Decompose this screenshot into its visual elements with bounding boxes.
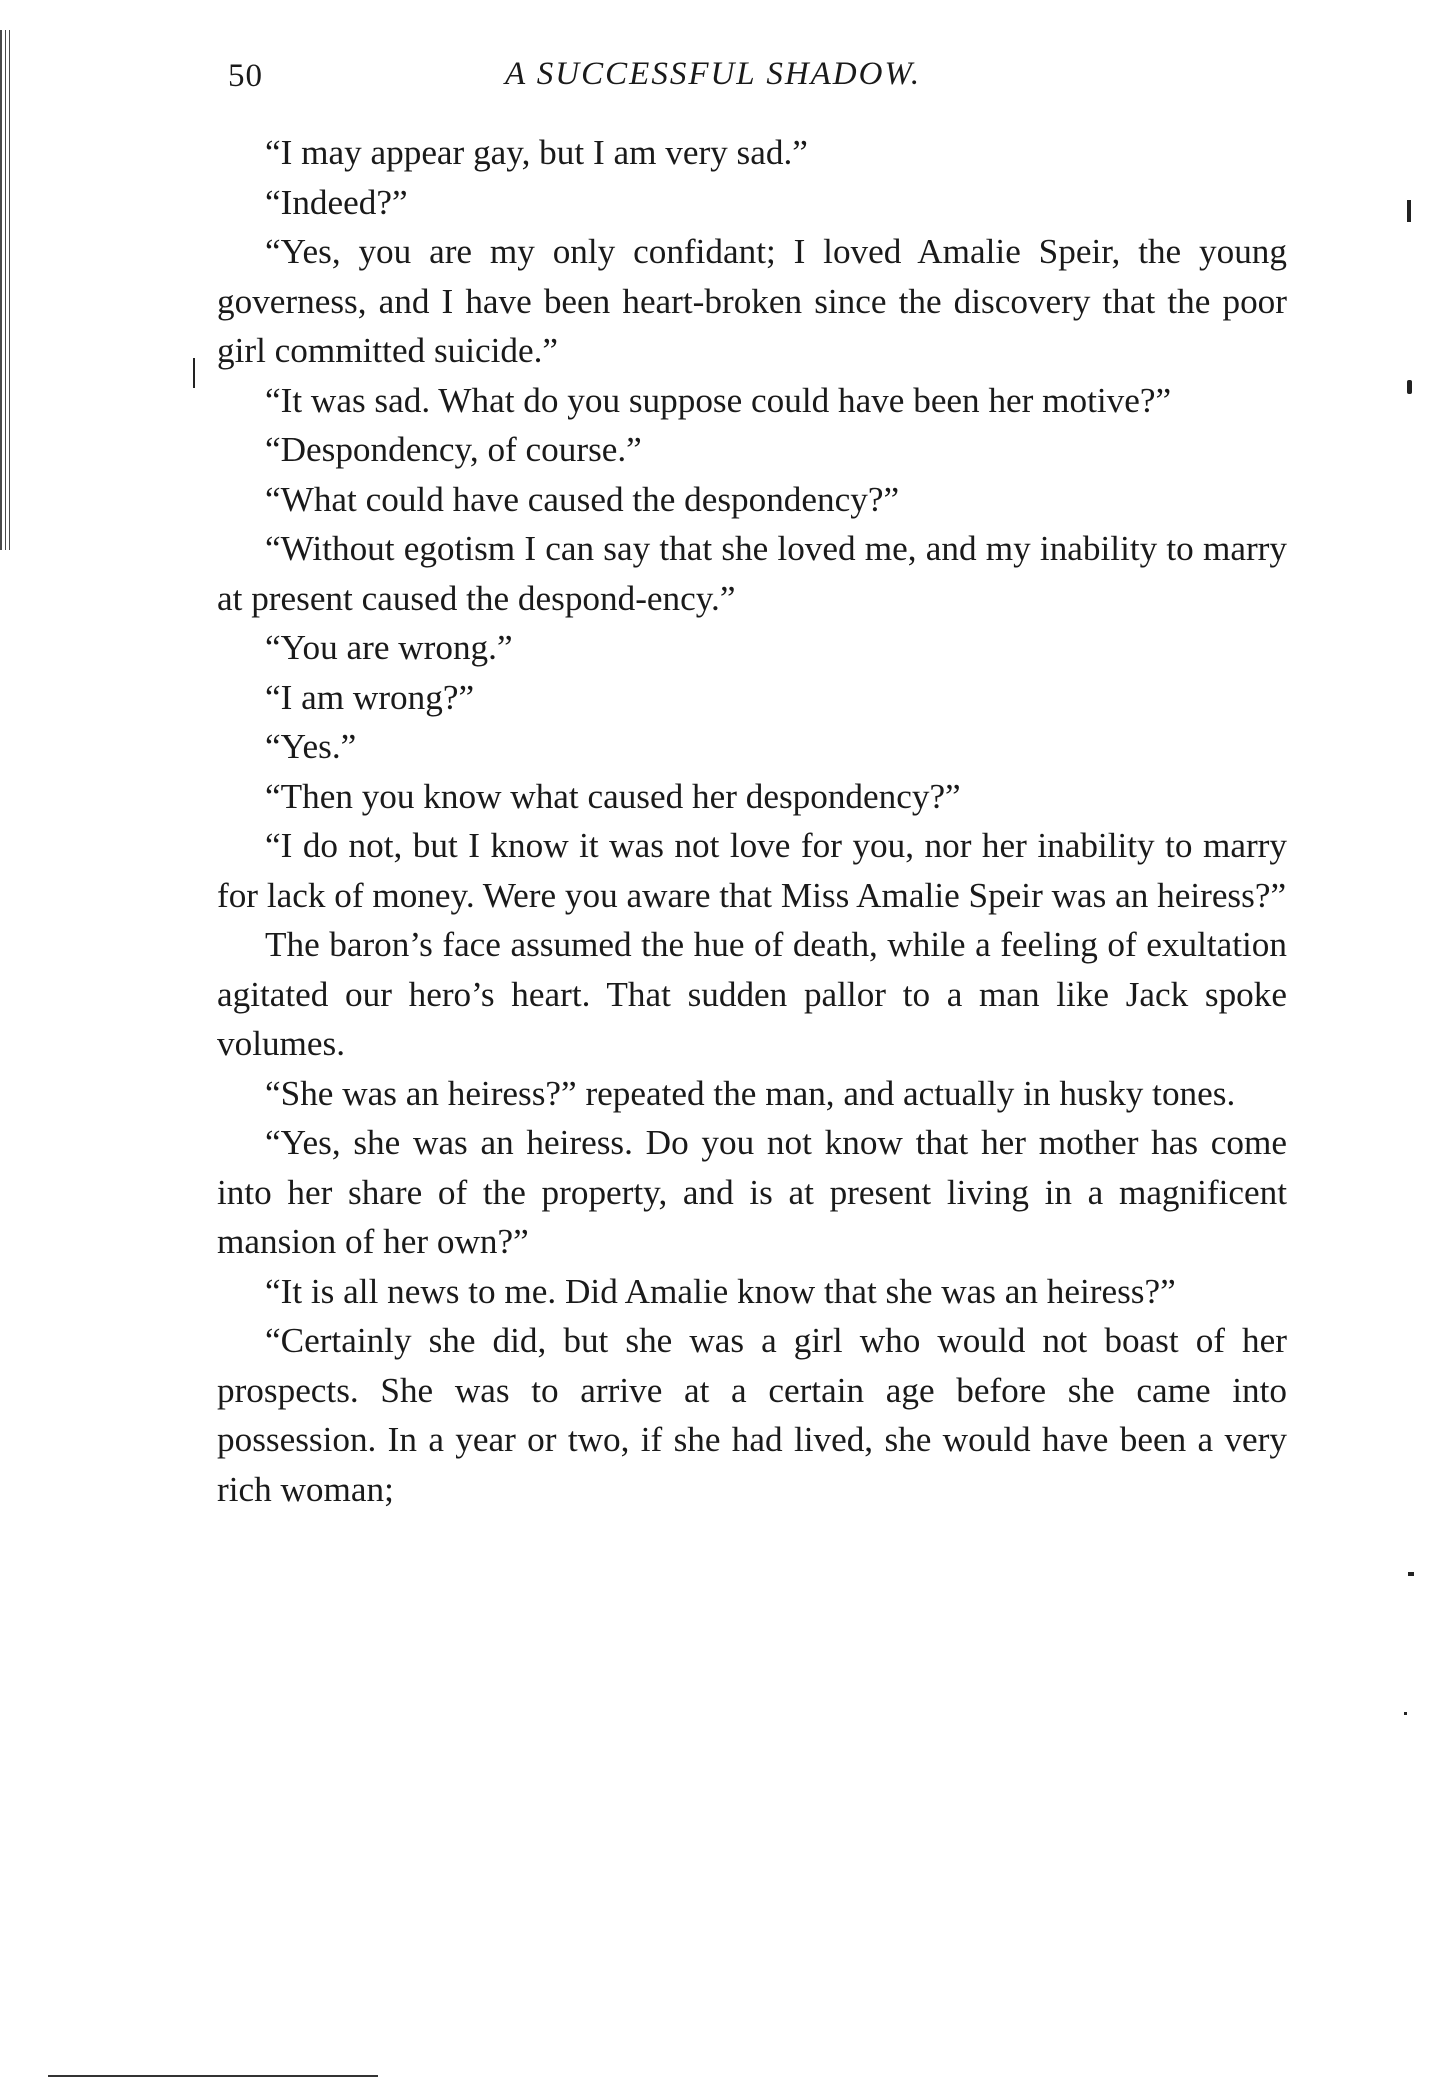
paragraph: “Yes, you are my only confidant; I loved Amalie Speir, the young governess, and I have been heart-broken since the discovery that the poor girl committed suicide.”	[217, 232, 1287, 370]
paragraph: “It is all news to me. Did Amalie know that she was an heiress?”	[265, 1271, 1176, 1311]
margin-mark	[1407, 380, 1412, 394]
margin-mark	[1408, 1572, 1414, 1576]
paragraph: “Indeed?”	[265, 182, 408, 222]
paragraph: “Without egotism I can say that she loved me, and my inability to marry at present caused the despond-ency.”	[217, 529, 1287, 618]
paragraph: “Despondency, of course.”	[265, 430, 642, 469]
paragraph: “It was sad. What do you suppose could have been her motive?”	[265, 380, 1172, 420]
running-title: A SUCCESSFUL SHADOW.	[505, 56, 922, 92]
paragraph: “I may appear gay, but I am very sad.”	[265, 133, 808, 172]
page-header	[220, 48, 1290, 98]
paragraph: “You are wrong.”	[265, 628, 513, 667]
page-number: 50	[228, 58, 263, 94]
margin-mark	[193, 358, 195, 388]
paragraph: “She was an heiress?” repeated the man, and actually in husky tones.	[265, 1073, 1236, 1113]
scan-edge-lines	[0, 30, 12, 550]
paragraph: “Then you know what caused her despondency?”	[265, 776, 961, 816]
paragraph: The baron’s face assumed the hue of death, while a feeling of exultation agitated our hero’s heart. That sudden pallor to a man like Jack spoke volumes.	[217, 925, 1287, 1063]
paragraph: “I do not, but I know it was not love for you, nor her inability to marry for lack of money. Were you aware that Miss Amalie Speir was an heiress?”	[217, 826, 1287, 915]
paragraph: “Yes.”	[265, 727, 357, 766]
paragraph: “Yes, she was an heiress. Do you not know that her mother has come into her share of the property, and is at present living in a magnificent mansion of her own?”	[217, 1123, 1287, 1261]
paragraph: “Certainly she did, but she was a girl who would not boast of her prospects. She was to arrive at a certain age before she came into possession. In a year or two, if she had lived, she would have been a very rich woman;	[217, 1321, 1287, 1509]
paragraph: “I am wrong?”	[265, 677, 475, 717]
paragraph: “What could have caused the despondency?”	[265, 479, 900, 519]
margin-mark	[1404, 1712, 1407, 1715]
page-body	[217, 128, 1287, 1514]
margin-mark	[1407, 200, 1411, 222]
